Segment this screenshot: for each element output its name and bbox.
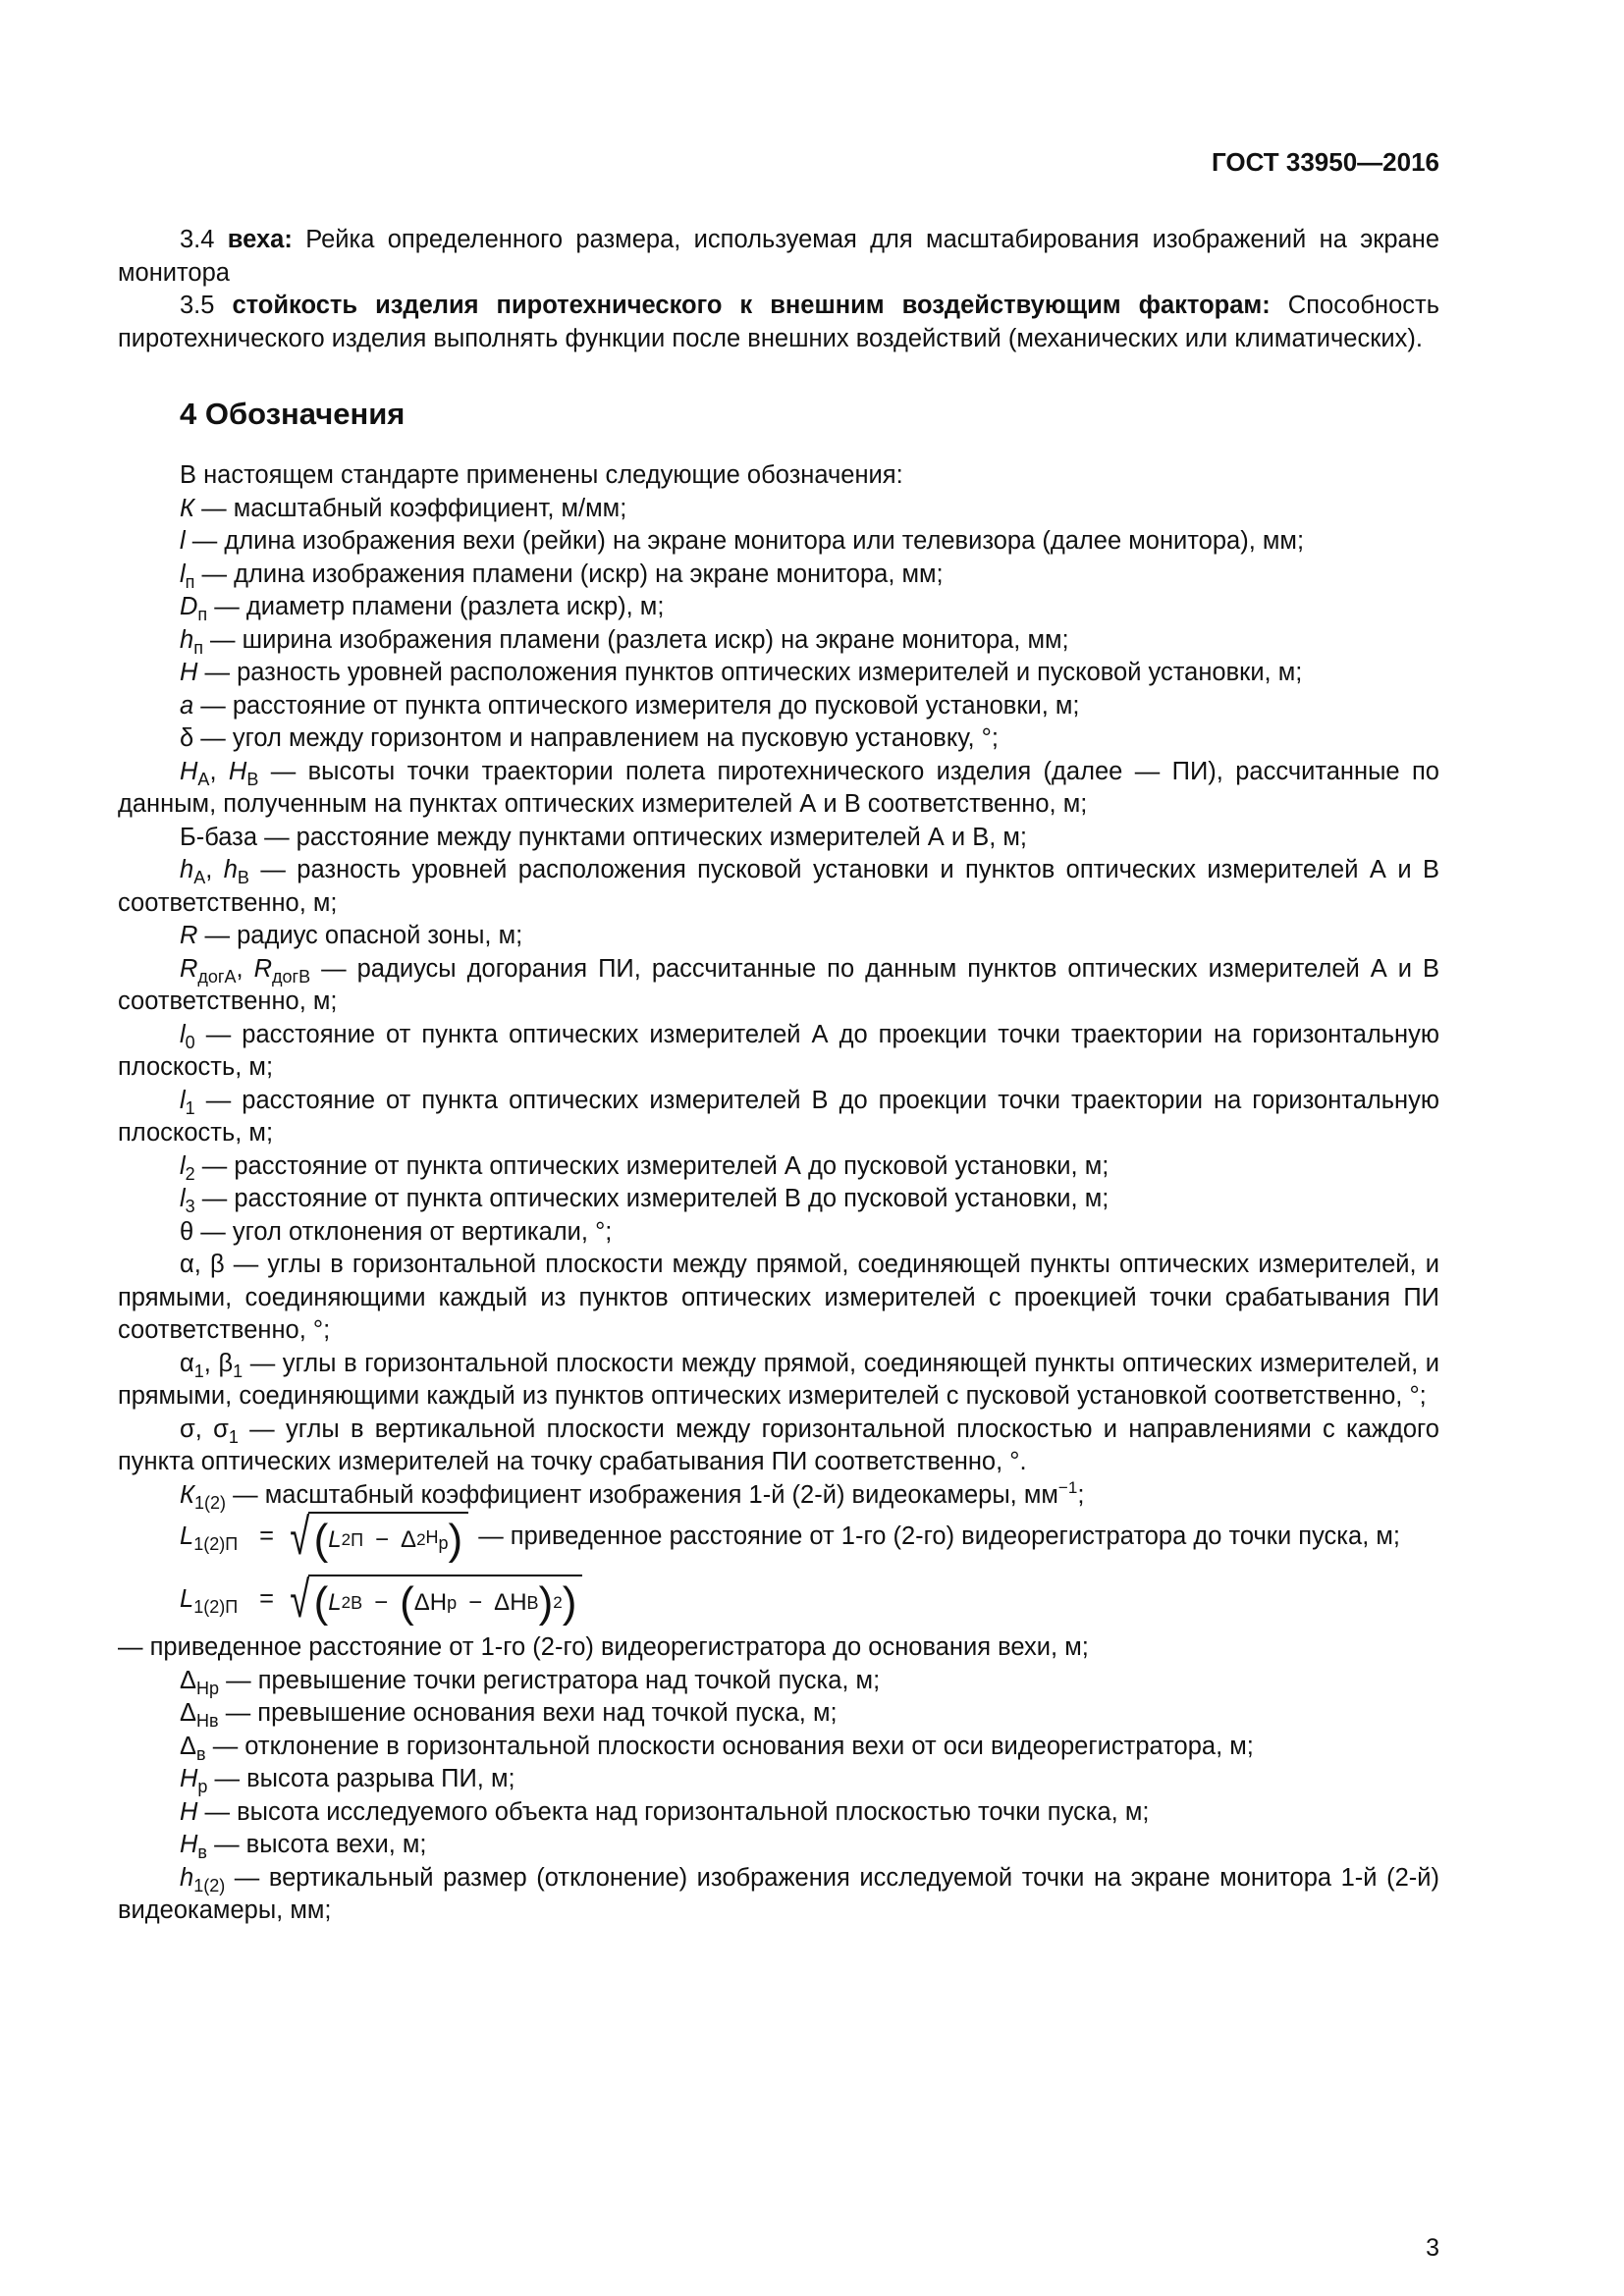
subscript: 1 <box>233 1361 244 1381</box>
symbol-definition: — масштабный коэффициент, м/мм; <box>201 494 627 522</box>
symbol-ln <box>118 559 1439 592</box>
symbol-definition: — разность уровней расположения пусковой установки и пунктов оптических измерителей А и В соответственно, м; <box>118 856 1440 917</box>
subscript: 1(2)П <box>193 1534 239 1555</box>
subscript-text: Н <box>425 1527 439 1547</box>
subscript: догВ <box>272 966 311 987</box>
symbol: δ <box>180 724 194 752</box>
symbol-H <box>118 657 1439 690</box>
subscript: 1 <box>193 1361 204 1381</box>
symbol-definition: — масштабный коэффициент изображения 1-й (2-й) видеокамеры, мм <box>233 1480 1058 1509</box>
subscript: 0 <box>185 1032 195 1052</box>
document-page <box>118 0 1439 2296</box>
radical-sign: √ <box>290 1572 310 1629</box>
symbol: R <box>180 954 198 983</box>
symbol-Hv <box>118 1829 1439 1862</box>
symbol: L <box>180 1522 194 1551</box>
symbol: H <box>180 1831 198 1858</box>
symbol: ΔН <box>413 1589 448 1617</box>
formula-L2-definition: — приведенное расстояние от 1-го (2-го) видеорегистратора до основания вехи, м; <box>118 1633 1089 1661</box>
symbol-definition: — радиусы догорания ПИ, рассчитанные по данным пунктов оптических измерителей А и В соответственно, м; <box>118 954 1440 1015</box>
symbol-R <box>118 920 1439 953</box>
symbol: l <box>180 1185 186 1212</box>
term-number: 3.5 <box>180 292 215 319</box>
symbol-definition: — ширина изображения пламени (разлета искр) на экране монитора, мм; <box>210 625 1069 654</box>
symbol-definition: — длина изображения вехи (рейки) на экране монитора или телевизора (далее монитора), мм; <box>191 527 1305 555</box>
symbol: h <box>180 625 194 654</box>
subscript: A <box>197 769 210 789</box>
term-name: веха: <box>227 226 293 253</box>
symbol-definition: — угол между горизонтом и направлением на пусковую установку, °; <box>200 724 999 752</box>
subscript: догА <box>197 966 237 987</box>
symbol-definition: — диаметр пламени (разлета искр), м; <box>214 593 665 620</box>
symbol-definition: — высота разрыва ПИ, м; <box>214 1765 515 1792</box>
symbol: R <box>253 954 273 983</box>
sqrt-radical <box>286 1572 582 1629</box>
section-title: 4 Обозначения <box>180 397 406 431</box>
symbol-definition: — углы в вертикальной плоскости между горизонтальной плоскостью и направлениями с каждого пункта оптических измерителей на точку срабатывания ПИ соответственно, °. <box>118 1415 1439 1475</box>
symbol: Δ <box>180 1699 197 1727</box>
formula-L2 <box>118 1572 1439 1629</box>
term-3-5 <box>118 290 1439 355</box>
separator: , <box>205 856 213 883</box>
symbol: Δ <box>180 1732 197 1760</box>
symbol-h12 <box>118 1862 1439 1928</box>
symbol-delta <box>118 722 1439 756</box>
symbol-hn <box>118 624 1439 658</box>
symbol-definition: — угол отклонения от вертикали, °; <box>200 1217 613 1246</box>
symbol-K12 <box>118 1479 1439 1513</box>
symbol-definition: — расстояние от пункта оптических измерителей А до пусковой установки, м; <box>201 1151 1110 1180</box>
symbol-Rdog <box>118 953 1439 1019</box>
separator: , <box>209 757 217 785</box>
subscript: Нр <box>196 1678 220 1698</box>
symbol: H <box>180 757 198 785</box>
symbol: К <box>180 494 195 522</box>
symbol: h <box>180 1863 194 1892</box>
symbol-definition: — длина изображения пламени (искр) на экране монитора, мм; <box>201 560 944 588</box>
term-name: стойкость изделия пиротехнического к внешним воздействующим факторам: <box>232 292 1271 319</box>
symbol-a <box>118 690 1439 723</box>
punctuation: ; <box>1077 1480 1085 1509</box>
symbol-definition: — расстояние от пункта оптических измерителей А до проекции точки траектории на горизонтальную плоскость, м; <box>118 1020 1439 1081</box>
symbol-definition: — углы в горизонтальной плоскости между прямой, соединяющей пункты оптических измерителей, и прямыми, соединяющими каждый из пунктов оптических измерителей с проекцией точки срабатывания ПИ соответственно, °; <box>118 1251 1439 1344</box>
term-definition: Способность пиротехнического изделия выполнять функции после внешних воздействий (механических или климатических). <box>118 292 1440 352</box>
subscript: п <box>185 571 195 592</box>
equals-sign: = <box>259 1522 275 1551</box>
symbol: l <box>180 1020 186 1048</box>
subscript: 1(2) <box>193 1875 226 1896</box>
term-definition: Рейка определенного размера, используемая для масштабирования изображений на экране монитора <box>118 226 1440 287</box>
symbol-definition: — высота исследуемого объекта над горизонтальной плоскостью точки пуска, м; <box>204 1797 1150 1826</box>
symbol-definition: — превышение основания вехи над точкой пуска, м; <box>225 1699 838 1727</box>
term-number: 3.4 <box>180 226 215 253</box>
symbol: H <box>180 1765 198 1792</box>
formula-definition: — приведенное расстояние от 1-го (2-го) видеорегистратора до точки пуска, м; <box>478 1522 1400 1551</box>
subscript: р <box>197 1777 208 1796</box>
subscript: 2 <box>185 1163 195 1184</box>
symbol-definition: — отклонение в горизонтальной плоскости основания вехи от оси видеорегистратора, м; <box>212 1732 1254 1760</box>
symbol-definition: — радиус опасной зоны, м; <box>204 922 523 949</box>
equals-sign: = <box>259 1585 275 1614</box>
formula-lhs <box>180 1521 238 1554</box>
formula-lhs <box>180 1583 238 1617</box>
superscript: −1 <box>1057 1477 1078 1497</box>
formula-L1 <box>118 1509 1439 1566</box>
symbol-l0 <box>118 1019 1439 1085</box>
paren-open: ( <box>400 1578 414 1627</box>
symbol: Δ <box>180 1666 197 1694</box>
page-number: 3 <box>1426 2234 1439 2262</box>
symbol-definition: — высоты точки траектории полета пиротехнического изделия (далее — ПИ), рассчитанные по данным, полученным на пунктах оптических измерителей А и В соответственно, м; <box>118 757 1439 818</box>
subscript: п <box>197 605 208 624</box>
subscript: 3 <box>185 1197 195 1216</box>
subscript <box>425 1527 449 1553</box>
symbol-K <box>118 493 1439 526</box>
symbol-definition: — расстояние от пункта оптических измерителей В до пусковой установки, м; <box>201 1185 1110 1212</box>
symbol: a <box>180 691 194 720</box>
symbol-theta <box>118 1216 1439 1250</box>
term-3-4 <box>118 224 1439 290</box>
sub-subscript: р <box>438 1533 449 1553</box>
minus-sign: − <box>375 1526 390 1554</box>
symbol: H <box>180 1797 198 1826</box>
symbol: α, β <box>180 1251 225 1278</box>
symbol: D <box>180 593 198 620</box>
symbol: К <box>180 1480 195 1509</box>
minus-sign: − <box>468 1589 483 1617</box>
symbol-Hobj <box>118 1796 1439 1830</box>
symbol: h <box>223 856 238 883</box>
symbol-definition: — разность уровней расположения пунктов оптических измерителей и пусковой установки, м; <box>204 659 1303 686</box>
symbol: H <box>180 659 198 686</box>
subscript: B <box>237 868 249 887</box>
paren-close: ) <box>538 1578 554 1627</box>
subscript: Нв <box>196 1711 219 1731</box>
symbol-hAB <box>118 854 1439 920</box>
symbol: θ <box>180 1217 194 1246</box>
symbol-definition: — превышение точки регистратора над точкой пуска, м; <box>226 1666 881 1694</box>
radicand: ( L 2 В − ( ΔН р − ΔН В ) 2 ) <box>308 1575 583 1626</box>
symbol-definition: — высота вехи, м; <box>214 1831 427 1858</box>
symbol: L <box>328 1526 342 1554</box>
symbol-HAB <box>118 756 1439 822</box>
symbol: H <box>228 757 247 785</box>
symbol: σ, σ <box>180 1415 229 1443</box>
minus-sign: − <box>374 1589 389 1617</box>
radical-sign: √ <box>290 1509 310 1566</box>
symbol-sigma <box>118 1414 1439 1479</box>
standard-header: ГОСТ 33950—2016 <box>1212 147 1439 177</box>
symbol: R <box>180 922 198 949</box>
symbol-l <box>118 525 1439 559</box>
symbol-Dn <box>118 591 1439 624</box>
sqrt-radical <box>286 1509 468 1566</box>
symbol-alpha1-beta1 <box>118 1348 1439 1414</box>
subscript: 1(2)П <box>193 1597 239 1618</box>
symbol-l3 <box>118 1183 1439 1216</box>
subscript: A <box>193 868 206 887</box>
symbol: l <box>180 527 186 555</box>
subscript: 1 <box>228 1426 239 1447</box>
symbol: l <box>180 1086 186 1114</box>
symbol-l2 <box>118 1150 1439 1184</box>
symbol-dHp <box>118 1665 1439 1698</box>
subscript: B <box>246 769 259 789</box>
subscript: п <box>193 637 203 658</box>
subscript: в <box>197 1842 207 1862</box>
symbol-alpha-beta <box>118 1249 1439 1348</box>
subscript: 1(2) <box>194 1492 227 1513</box>
subscript: в <box>196 1743 206 1764</box>
symbol: ΔН <box>494 1589 527 1617</box>
symbol: L <box>328 1589 342 1617</box>
symbol: h <box>180 856 194 883</box>
symbol: l <box>180 1151 186 1180</box>
paren-open: ( <box>313 1516 329 1564</box>
symbol-l1 <box>118 1085 1439 1150</box>
symbol-definition: — вертикальный размер (отклонение) изображения исследуемой точки на экране монитора 1-й (2-й) видеокамеры, мм; <box>118 1863 1439 1924</box>
section-intro: В настоящем стандарте применены следующие обозначения: <box>180 461 903 489</box>
symbol-definition: — расстояние от пункта оптического измерителя до пусковой установки, м; <box>200 691 1080 720</box>
symbol: l <box>180 560 186 588</box>
paren-open: ( <box>313 1578 329 1627</box>
paren-close: ) <box>562 1578 577 1627</box>
subscript: 1 <box>185 1097 195 1118</box>
separator: , <box>236 954 244 983</box>
symbol-Hp <box>118 1763 1439 1796</box>
document-body <box>118 224 1439 1928</box>
symbol: Δ <box>401 1526 417 1554</box>
symbol: α <box>180 1349 194 1377</box>
symbol-B-base: Б-база — расстояние между пунктами оптических измерителей А и В, м; <box>180 823 1028 851</box>
symbol: , β <box>203 1349 234 1377</box>
symbol-definition: — углы в горизонтальной плоскости между прямой, соединяющей пункты оптических измерителей, и прямыми, соединяющими каждый из пунктов оптических измерителей с пусковой установкой соответственно, °; <box>118 1349 1439 1410</box>
radicand: ( L 2 П − Δ 2 $Н_р$ ) <box>308 1512 469 1563</box>
symbol-dv <box>118 1731 1439 1764</box>
symbol-definition: — расстояние от пункта оптических измерителей В до проекции точки траектории на горизонтальную плоскость, м; <box>118 1086 1439 1147</box>
paren-close: ) <box>448 1516 463 1564</box>
symbol: L <box>180 1585 194 1614</box>
symbol-dHv <box>118 1697 1439 1731</box>
